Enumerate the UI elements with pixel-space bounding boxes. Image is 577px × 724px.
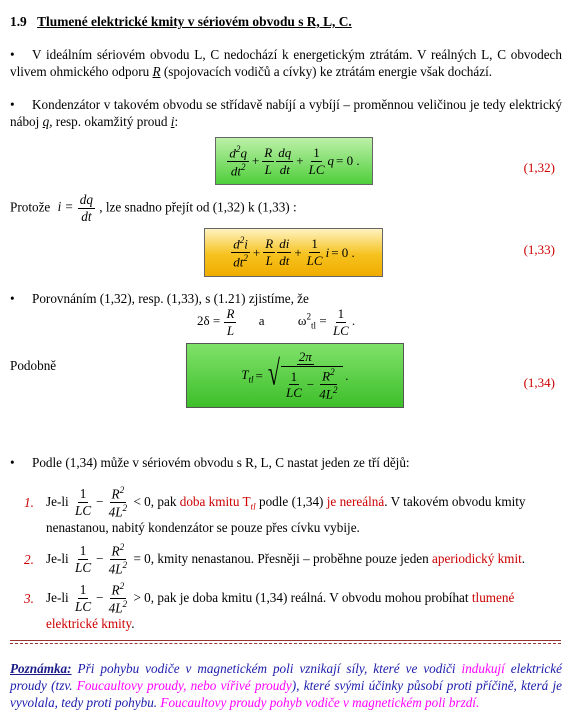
podobne-label: Podobně — [10, 358, 57, 373]
equation-1-33-box: $\frac{d^2i}{dt^2}$ + $\frac{R}{L}$ $\frac{di}{dt}$ + $\frac{1}{LC}$ i = 0 . — [204, 228, 383, 277]
section-number: 1.9 — [10, 14, 27, 29]
paragraph-ideal-circuit: • V ideálním sériovém obvodu L, C nedochází k energetickým ztrátám. V reálných L, C obvodech vlivem ohmického odporu R (spojovacích vodičů a cívky) ke ztrátám energie však dochází. — [10, 47, 562, 79]
delta-omega-relations: 2δ = $\frac{R}{L}$ a $\omega^2_{tl}$ = $\frac{1}{LC}$ . — [197, 306, 356, 338]
equation-1-32-box: $\frac{d^2q}{dt^2}$ + $\frac{R}{L}$ $\frac{dq}{dt}$ + $\frac{1}{LC}$ q = 0 . — [215, 137, 373, 185]
paragraph-three-cases: • Podle (1,34) může v sériovém obvodu s R, L, C nastat jeden ze tří dějů: — [10, 455, 410, 470]
list-item-case-2: 2. Je-li $\frac{1}{LC}$ − $\frac{R^2}{4L^2}$ = 0, kmity nenastanou. Přesněji – proběhne pouze jeden aperiodický kmit. — [24, 542, 526, 577]
equation-number-1-33: (1,33) — [523, 242, 555, 257]
equation-number-1-32: (1,32) — [523, 160, 555, 175]
bullet-icon: • — [10, 291, 15, 306]
bullet-icon: • — [10, 97, 15, 112]
separator-line — [10, 640, 561, 644]
list-item-case-1: 1. Je-li $\frac{1}{LC}$ − $\frac{R^2}{4L^2}$ < 0, pak doba kmitu $T_{tl}$ podle (1,34) je nereálná. V takovém obvodu kmity nenastanou, nabitý kondenzátor se pouze přes cívku vybije. — [24, 485, 526, 535]
paragraph-comparison: • Porovnáním (1,32), resp. (1,33), s (1.21) zjistíme, že — [10, 291, 309, 306]
section-title: Tlumené elektrické kmity v sériovém obvodu s R, L, C. — [37, 14, 352, 29]
equation-1-34-box: $T_{tl}$ = 2π √ $\frac{1}{LC}$ − $\frac{R^2}{4L^2}$ . — [186, 343, 404, 408]
note-label: Poznámka: — [10, 661, 72, 676]
bullet-icon: • — [10, 47, 15, 62]
protoze-line: Protože i = $\frac{dq}{dt}$ , lze snadno přejít od (1,32) k (1,33) : — [10, 192, 297, 224]
equation-number-1-34: (1,34) — [523, 375, 555, 390]
section-heading — [10, 14, 352, 30]
list-item-case-3: 3. Je-li $\frac{1}{LC}$ − $\frac{R^2}{4L^2}$ > 0, pak je doba kmitu (1,34) reálná. V obvodu mohou probíhat tlumené elektrické kmity. — [24, 581, 515, 631]
note-paragraph: Poznámka: Při pohybu vodiče v magnetickém poli vznikají síly, které ve vodiči indukují elektrické proudy (tzv. Foucaultovy proudy, nebo vířivé proudy), které svými účinky působí proti příčině, která je vyvolala, tedy proti pohybu. Foucaultovy proudy pohyb vodiče v magnetickém poli brzdí. — [10, 661, 562, 710]
bullet-icon: • — [10, 455, 15, 470]
paragraph-capacitor: • Kondenzátor v takovém obvodu se střídavě nabíjí a vybíjí – proměnnou veličinou je tedy elektrický náboj q, resp. okamžitý proud i: — [10, 97, 562, 129]
